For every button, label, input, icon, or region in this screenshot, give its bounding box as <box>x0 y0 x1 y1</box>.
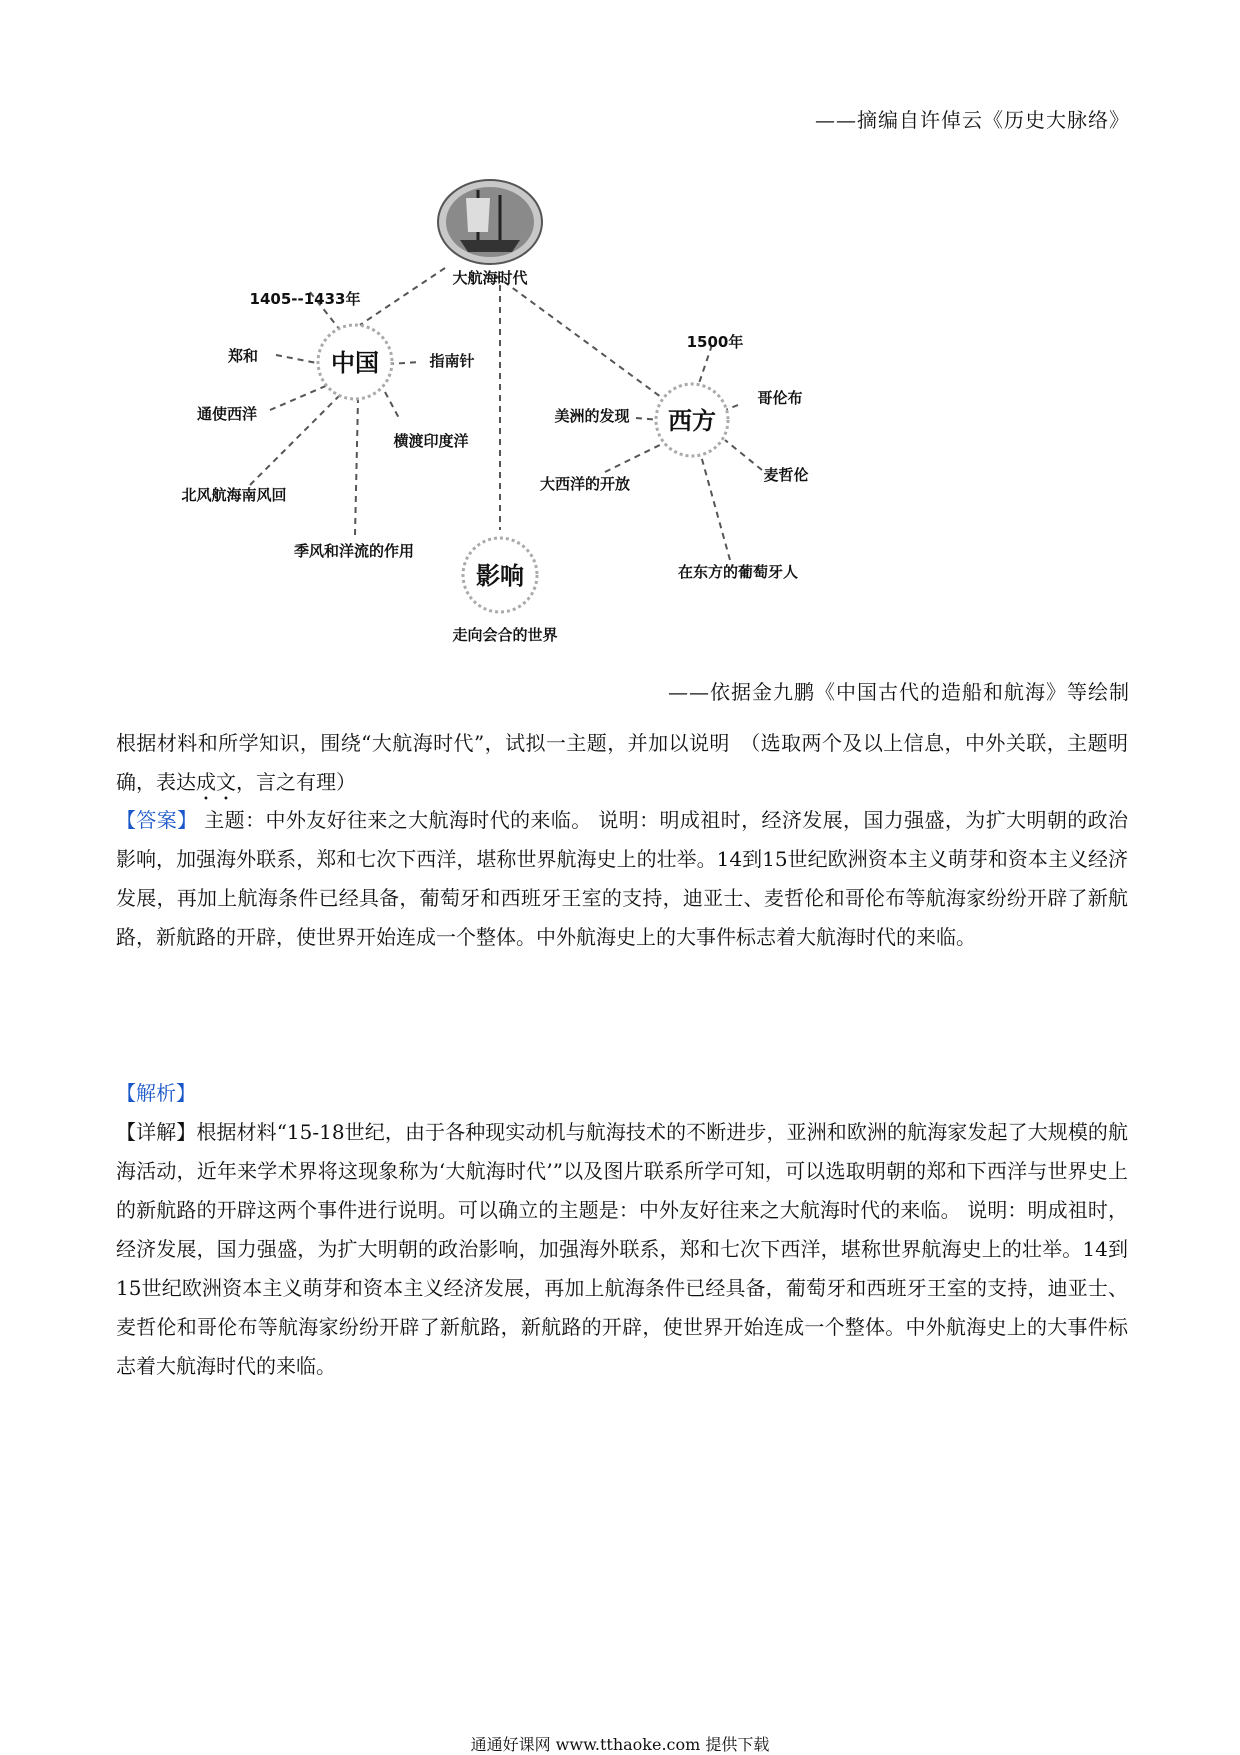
question-emphasis: 成文 <box>196 770 236 794</box>
question-part2: ，言之有理） <box>236 770 356 794</box>
west-portugal: 在东方的葡萄牙人 <box>677 563 799 581</box>
west-date: 1500年 <box>686 333 744 351</box>
china-zhenghe: 郑和 <box>227 347 259 365</box>
source-citation-bottom: ——依据金九鹏《中国古代的造船和航海》等绘制 <box>668 680 1130 704</box>
answer-tag: 【答案】 <box>116 808 198 832</box>
edge-center-china <box>360 268 445 325</box>
edge-center-west <box>495 275 665 400</box>
impact-label: 走向会合的世界 <box>452 626 558 644</box>
question-text <box>116 724 1128 805</box>
edge-china-zhenghe <box>276 355 322 364</box>
edge-west-magellan <box>725 440 762 470</box>
china-beifeng: 北风航海南风回 <box>181 486 287 504</box>
west-atlantic: 大西洋的开放 <box>539 475 631 493</box>
center-label: 大航海时代 <box>452 269 528 287</box>
edge-west-portugal <box>700 452 730 560</box>
west-columbus: 哥伦布 <box>757 389 803 407</box>
impact-hub-label: 影响 <box>476 562 524 590</box>
china-tongshi: 通使西洋 <box>196 405 258 423</box>
china-hub-label: 中国 <box>331 349 379 377</box>
west-magellan: 麦哲伦 <box>763 466 809 484</box>
edge-china-tongshi <box>270 385 328 410</box>
detail-text: 根据材料“15-18世纪，由于各种现实动机与航海技术的不断进步，亚洲和欧洲的航海家发起了大规模的航海活动，近年来学术界将这现象称为‘大航海时代’”以及图片联系所学可知，可以选取明朝的郑和下西洋与世界史上的新航路的开辟这两个事件进行说明。可以确立的主题是：中外友好往来之大航海时代的来临。 说明：明成祖时，经济发展，国力强盛，为扩大明朝的政治影响，加强海外联系，郑和七次下西洋，堪称世界航海史上的壮举。14到15世纪欧洲资本主义萌芽和资本主义经济发展，再加上航海条件已经具备，葡萄牙和西班牙王室的支持，迪亚士、麦哲伦和哥伦布等航海家纷纷开辟了新航路，新航路的开辟，使世界开始连成一个整体。中外航海史上的大事件标志着大航海时代的来临。 <box>116 1120 1128 1378</box>
china-date: 1405--1433年 <box>249 290 361 308</box>
west-america: 美洲的发现 <box>554 407 630 425</box>
analysis-heading <box>116 1074 1128 1113</box>
edge-china-beifeng <box>250 395 340 485</box>
detail-tag: 【详解】 <box>116 1120 197 1144</box>
west-hub <box>656 384 728 456</box>
answer-paragraph <box>116 801 1128 957</box>
detail-paragraph <box>116 1113 1128 1386</box>
question-part1: 根据材料和所学知识，围绕“大航海时代”，试拟一主题，并加以说明 （选取两个及以上信息，中外关联，主题明确，表达 <box>116 731 1128 794</box>
china-monsoon: 季风和洋流的作用 <box>293 542 415 560</box>
china-compass: 指南针 <box>429 352 475 370</box>
edge-west-atlantic <box>605 440 670 472</box>
page-footer: 通通好课网 www.tthaoke.com 提供下载 <box>470 1735 770 1754</box>
west-hub-label: 西方 <box>668 407 716 435</box>
analysis-tag: 【解析】 <box>116 1081 196 1105</box>
source-citation-top: ——摘编自许倬云《历史大脉络》 <box>815 108 1130 132</box>
edge-china-monsoon <box>355 400 358 535</box>
ship-image <box>438 180 542 264</box>
answer-text: 主题：中外友好往来之大航海时代的来临。 说明：明成祖时，经济发展，国力强盛，为扩大明朝的政治影响，加强海外联系，郑和七次下西洋，堪称世界航海史上的壮举。14到15世纪欧洲资本主义萌芽和资本主义经济发展，再加上航海条件已经具备，葡萄牙和西班牙王室的支持，迪亚士、麦哲伦和哥伦布等航海家纷纷开辟了新航路，新航路的开辟，使世界开始连成一个整体。中外航海史上的大事件标志着大航海时代的来临。 <box>116 808 1129 949</box>
impact-hub <box>463 538 537 612</box>
mind-map-diagram <box>0 0 1240 660</box>
china-hub <box>318 325 392 399</box>
china-indian-ocean: 横渡印度洋 <box>393 432 469 450</box>
edge-china-indian <box>385 392 400 420</box>
